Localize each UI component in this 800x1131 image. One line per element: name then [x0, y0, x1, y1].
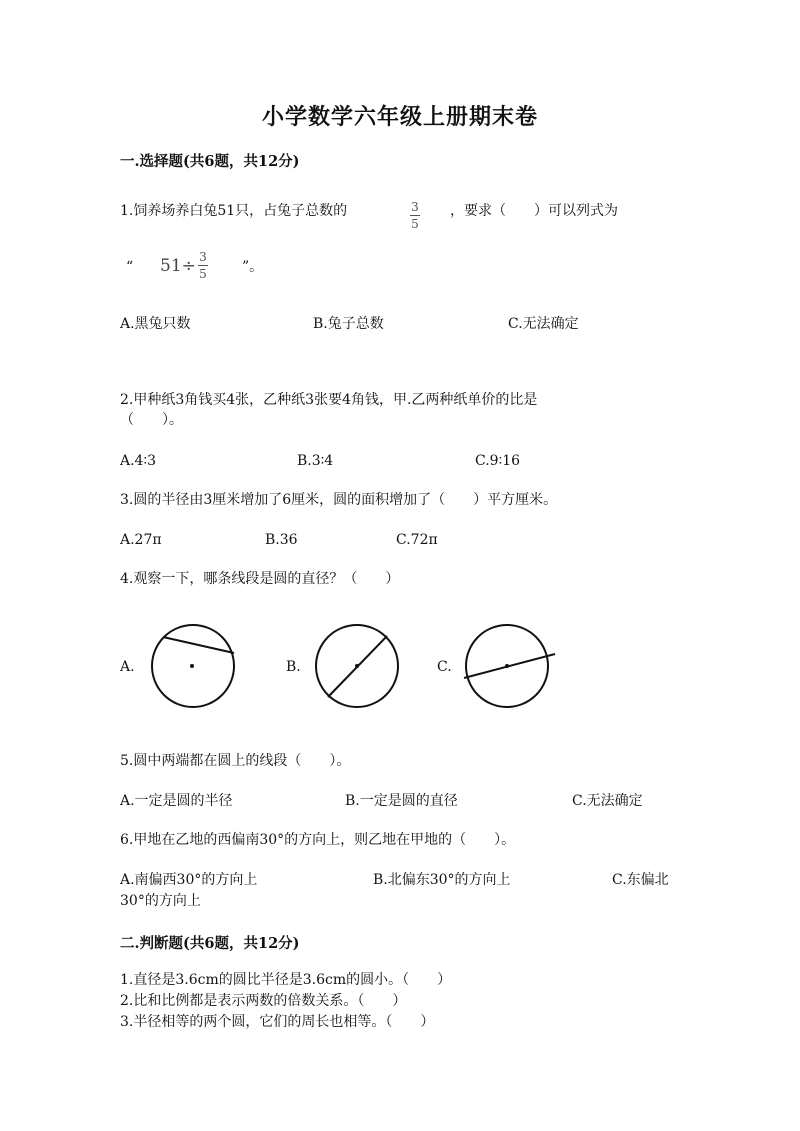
q5-option-a[interactable]: A.一定是圆的半径	[120, 793, 233, 809]
question-1-fraction	[410, 196, 420, 231]
q2-option-a[interactable]: A.4∶3	[120, 453, 157, 469]
question-2-text: 2.甲种纸3角钱买4张，乙种纸3张要4角钱，甲.乙两种纸单价的比是	[120, 392, 538, 408]
page-title: 小学数学六年级上册期末卷	[261, 104, 538, 130]
circle-figure-a	[150, 624, 240, 714]
question-1-text-cont: ，要求（ ）可以列式为	[450, 203, 618, 219]
fraction-bar	[410, 215, 420, 216]
q1-option-c[interactable]: C.无法确定	[508, 316, 579, 332]
q5-option-c[interactable]: C.无法确定	[572, 793, 643, 809]
question-5-text: 5.圆中两端都在圆上的线段（ ）。	[120, 753, 351, 769]
q6-option-b[interactable]: B.北偏东30°的方向上	[373, 872, 511, 888]
center-dot-b	[355, 664, 359, 668]
center-dot-c	[505, 664, 509, 668]
judgement-item-3: 3.半径相等的两个圆，它们的周长也相等。（ ）	[120, 1014, 435, 1030]
formula-numerator: 3	[199, 250, 207, 264]
q1-option-a[interactable]: A.黑兔只数	[120, 316, 191, 332]
question-4-text: 4.观察一下，哪条线段是圆的直径？（ ）	[120, 571, 400, 587]
q1-option-b[interactable]: B.兔子总数	[313, 316, 384, 332]
formula-fraction-bar	[198, 265, 208, 266]
q3-option-b[interactable]: B.36	[265, 532, 298, 548]
question-1-formula	[160, 250, 208, 281]
section-heading-choice: 一.选择题(共6题，共12分)	[120, 153, 300, 170]
fraction-numerator: 3	[411, 200, 419, 214]
q4-label-a[interactable]: A.	[120, 659, 135, 675]
quote-close: ”。	[242, 259, 264, 275]
judgement-item-2: 2.比和比例都是表示两数的倍数关系。（ ）	[120, 993, 407, 1009]
q2-option-b[interactable]: B.3∶4	[297, 453, 334, 469]
q4-label-c[interactable]: C.	[437, 659, 452, 675]
formula-prefix: 51÷	[160, 255, 196, 276]
q3-option-a[interactable]: A.27π	[120, 532, 162, 548]
q6-option-c-cont: 30°的方向上	[120, 893, 201, 909]
judgement-item-1: 1.直径是3.6cm的圆比半径是3.6cm的圆小。（ ）	[120, 972, 452, 988]
section-heading-judgement: 二.判断题(共6题，共12分)	[120, 935, 300, 952]
question-1-text: 1.饲养场养白兔51只，占兔子总数的	[120, 203, 348, 219]
q3-option-c[interactable]: C.72π	[396, 532, 438, 548]
center-dot-a	[190, 664, 194, 668]
question-3-text: 3.圆的半径由3厘米增加了6厘米，圆的面积增加了（ ）平方厘米。	[120, 492, 558, 508]
q2-option-c[interactable]: C.9∶16	[475, 453, 521, 469]
fraction-denominator: 5	[411, 217, 419, 231]
q5-option-b[interactable]: B.一定是圆的直径	[345, 793, 458, 809]
line-c	[464, 654, 555, 678]
question-6-text: 6.甲地在乙地的西偏南30°的方向上，则乙地在甲地的（ ）。	[120, 832, 516, 848]
q4-label-b[interactable]: B.	[286, 659, 301, 675]
question-2-text-cont: （ ）。	[120, 412, 183, 428]
circle-figure-c	[464, 624, 559, 714]
circle-figure-b	[316, 624, 406, 714]
q6-option-a[interactable]: A.南偏西30°的方向上	[120, 872, 258, 888]
q6-option-c[interactable]: C.东偏北	[612, 872, 669, 888]
quote-open: “	[126, 259, 134, 275]
formula-denominator: 5	[199, 267, 207, 281]
